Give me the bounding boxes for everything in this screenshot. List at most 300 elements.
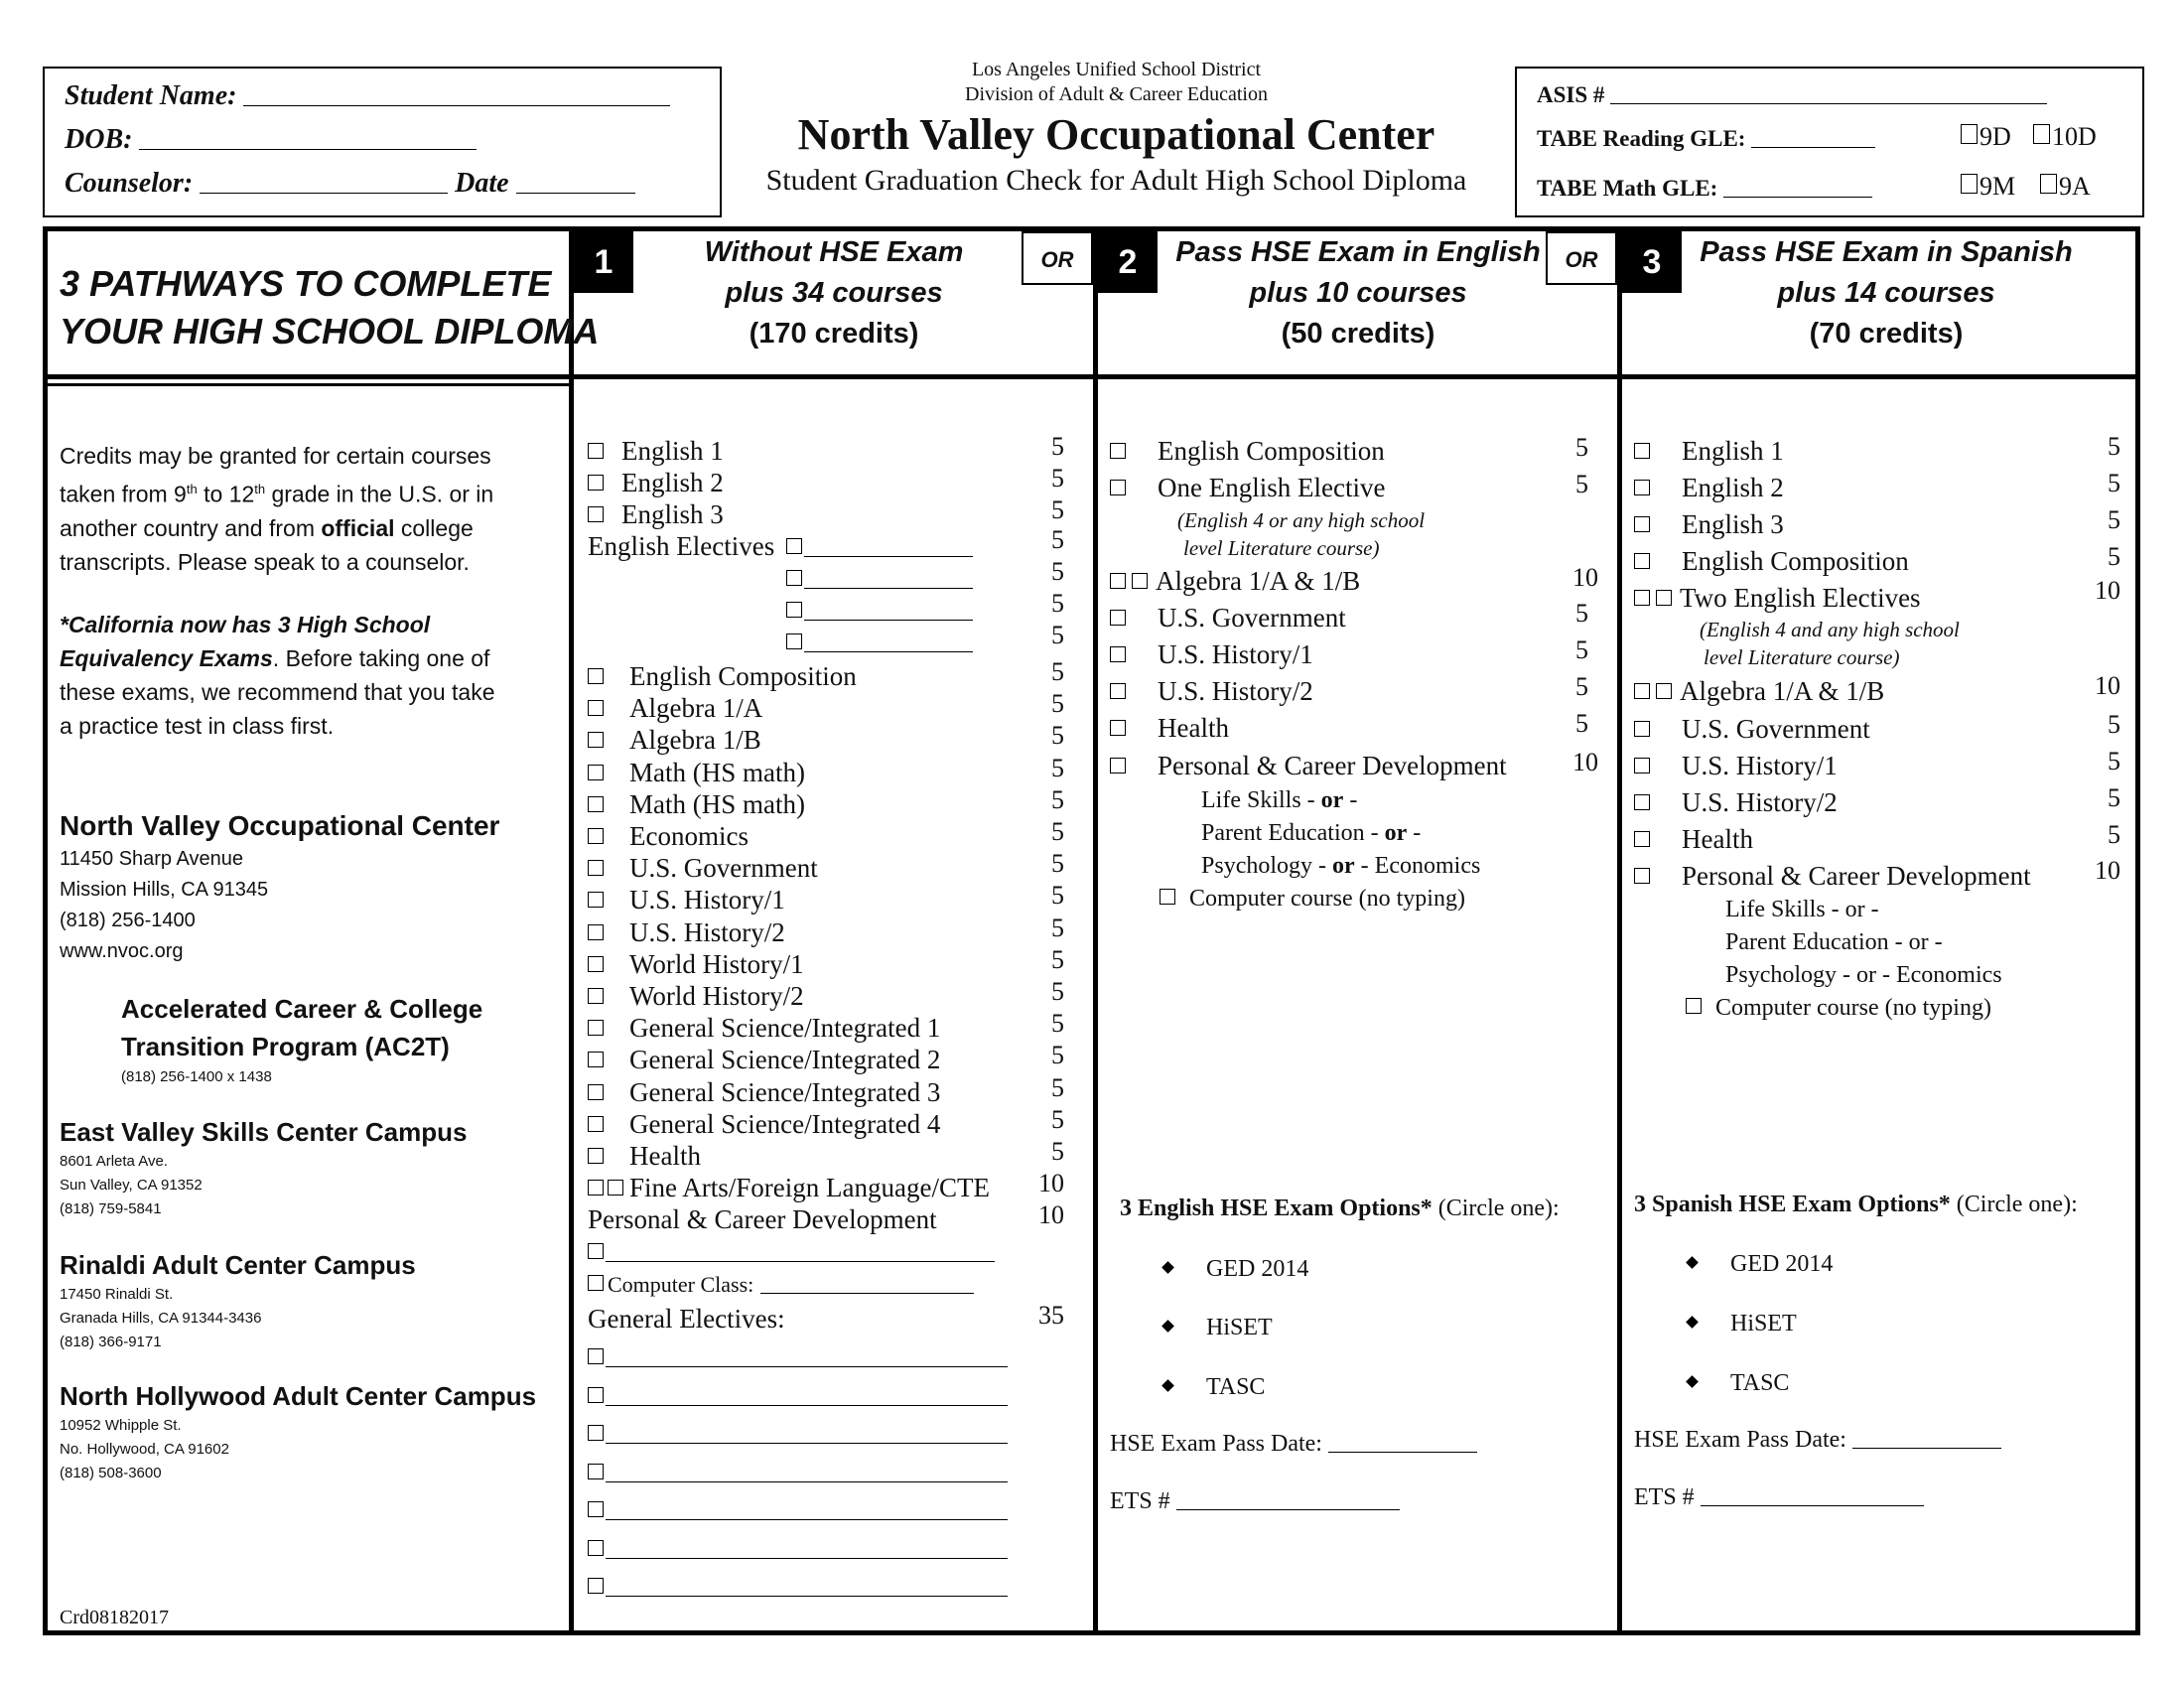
pathway-1-header [635, 232, 1032, 354]
diamond-bullet-icon [1161, 1320, 1174, 1333]
elective-note [1700, 616, 1960, 671]
checkbox-icon[interactable] [2040, 174, 2057, 194]
checkbox-icon[interactable] [588, 1243, 604, 1259]
form-header [718, 58, 1515, 199]
counselor-line [65, 168, 635, 200]
general-elective-entry [588, 1340, 1008, 1372]
pathway-2-header [1150, 232, 1567, 354]
course-credits: 5 [1051, 944, 1064, 974]
course-credits: 10 [1572, 563, 1598, 592]
date-label: Date [455, 168, 509, 199]
pcd-entry [588, 1235, 995, 1267]
counselor-field[interactable] [200, 193, 448, 194]
checkbox-icon[interactable] [588, 892, 604, 908]
dob-line [65, 124, 477, 156]
counselor-label: Counselor: [65, 168, 194, 199]
general-elective-entry [588, 1379, 1008, 1411]
checkbox-icon[interactable] [588, 765, 604, 780]
hse-options-title [1120, 1192, 1560, 1225]
checkbox-icon[interactable] [588, 860, 604, 876]
pcd-option-line: Parent Education - or - [1201, 820, 1422, 846]
general-elective-field[interactable] [606, 1366, 1008, 1367]
elective-blank-field[interactable] [804, 651, 973, 652]
checkbox-icon[interactable] [588, 1464, 604, 1479]
checkbox-icon[interactable] [1656, 683, 1672, 699]
course-row [588, 724, 761, 756]
checkbox-icon[interactable] [1634, 758, 1650, 774]
checkbox-icon[interactable] [786, 538, 802, 554]
course-row [1634, 860, 2031, 892]
general-elective-field[interactable] [606, 1596, 1008, 1597]
course-label: Math (HS math) [629, 788, 805, 819]
course-credits: 5 [1051, 657, 1064, 686]
diamond-bullet-icon [1686, 1375, 1699, 1388]
course-row [588, 467, 724, 498]
east-valley-address1: 8601 Arleta Ave. [60, 1153, 168, 1170]
course-credits: 5 [1051, 977, 1064, 1006]
nvoc-address1: 11450 Sharp Avenue [60, 848, 243, 870]
course-label: U.S. Government [1682, 714, 1870, 744]
course-row [588, 1044, 940, 1075]
checkbox-icon[interactable] [588, 1084, 604, 1100]
course-row [588, 788, 805, 820]
ets-label: ETS # [1110, 1488, 1170, 1514]
hse-option-label: HiSET [1206, 1315, 1273, 1340]
checkbox-icon[interactable] [786, 602, 802, 618]
hse-options-heading: 3 Spanish HSE Exam Options* [1634, 1192, 1951, 1217]
general-elective-field[interactable] [606, 1443, 1008, 1444]
checkbox-icon[interactable] [588, 732, 604, 748]
general-elective-field[interactable] [606, 1405, 1008, 1406]
checkbox-icon[interactable] [588, 668, 604, 684]
elective-blank-field[interactable] [804, 620, 973, 621]
elective-entry [786, 626, 973, 657]
course-label: Economics [629, 821, 749, 851]
student-name-field[interactable] [243, 105, 670, 106]
pathway-3-line2: plus 14 courses [1777, 277, 1995, 309]
course-row [588, 884, 785, 915]
electives-label: English Electives [588, 531, 775, 561]
checkbox-icon[interactable] [588, 1425, 604, 1441]
header-row-divider [43, 374, 2140, 379]
elective-blank-field[interactable] [804, 588, 973, 589]
course-credits [1024, 1200, 1064, 1230]
course-label: General Science/Integrated 1 [629, 1013, 941, 1044]
course-row [588, 757, 805, 788]
pcd-option-line: Parent Education - or - [1725, 929, 1943, 955]
elective-entry [786, 562, 973, 594]
course-credits: 5 [2108, 505, 2120, 534]
credits-info-line2 [60, 473, 566, 511]
course-label: Personal & Career Development [588, 1204, 937, 1234]
general-elective-field[interactable] [606, 1519, 1008, 1520]
credits-info-line4: transcripts. Please speak to a counselor. [60, 548, 470, 575]
course-row [588, 435, 724, 467]
course-credits: 5 [1051, 1072, 1064, 1102]
center-title: North Valley Occupational Center [797, 110, 1435, 159]
course-row [1634, 435, 1784, 467]
credits-info-line3 [60, 511, 566, 545]
checkbox-icon[interactable] [588, 1052, 604, 1067]
checkbox-icon[interactable] [588, 988, 604, 1004]
checkbox-icon[interactable] [588, 506, 604, 522]
course-credits: 5 [1575, 470, 1588, 498]
rinaldi-address2: Granada Hills, CA 91344-3436 [60, 1310, 262, 1327]
checkbox-icon[interactable] [588, 828, 604, 844]
course-label: U.S. History/2 [629, 916, 785, 947]
nvoc-website[interactable]: www.nvoc.org [60, 940, 184, 962]
hse-pass-date-field[interactable] [1852, 1448, 2001, 1449]
course-row [588, 1140, 701, 1172]
course-credits: 5 [2108, 783, 2120, 812]
elective-entry [786, 594, 973, 626]
course-credits: 5 [1051, 849, 1064, 879]
or-text: or [1384, 820, 1408, 846]
hse-option-hiset[interactable] [1688, 1307, 1797, 1340]
diamond-bullet-icon [1686, 1316, 1699, 1329]
course-label: Algebra 1/A & 1/B [1156, 566, 1361, 596]
date-field[interactable] [516, 193, 635, 194]
elective-note-line1: (English 4 or any high school [1177, 508, 1426, 532]
checkbox-icon[interactable] [1634, 516, 1650, 532]
hse-pass-date-label: HSE Exam Pass Date: [1634, 1427, 1846, 1453]
checkbox-icon[interactable] [588, 1501, 604, 1517]
course-label: English 2 [621, 468, 724, 497]
math-9a-option[interactable] [2040, 172, 2091, 202]
credits-info-text: taken from 9 [60, 481, 187, 507]
pathway-2-line3: (50 credits) [1281, 318, 1435, 350]
pathway-2-line2: plus 10 courses [1249, 277, 1467, 309]
checkbox-icon[interactable] [588, 1148, 604, 1164]
course-label: General Science/Integrated 2 [629, 1045, 941, 1075]
course-label: U.S. History/1 [1682, 751, 1838, 780]
course-row [588, 820, 749, 852]
checkbox-icon[interactable] [608, 1180, 623, 1196]
course-row [1634, 675, 1884, 707]
checkbox-icon[interactable] [1961, 174, 1978, 194]
checkbox-icon[interactable] [1110, 720, 1126, 736]
course-row [1634, 823, 1753, 855]
pathway-3-line1: Pass HSE Exam in Spanish [1700, 236, 2073, 268]
hse-option-ged[interactable] [1688, 1247, 1833, 1281]
checkbox-icon[interactable] [1686, 998, 1702, 1014]
north-hollywood-address2: No. Hollywood, CA 91602 [60, 1441, 229, 1458]
checkbox-icon[interactable] [1110, 758, 1126, 774]
course-label: Algebra 1/A [629, 693, 763, 724]
pcd-blank-field[interactable] [606, 1261, 995, 1262]
superscript: th [186, 482, 198, 496]
ac2t-phone: (818) 256-1400 x 1438 [121, 1068, 272, 1085]
course-credits: 10 [2095, 671, 2120, 700]
course-credits: 5 [2108, 542, 2120, 571]
course-row [1634, 508, 1784, 540]
pathway-3-header [1678, 232, 2095, 354]
course-credits: 5 [2108, 469, 2120, 497]
credits-info-text: another country and from [60, 514, 322, 541]
form-subtitle: Student Graduation Check for Adult High School Diploma [765, 164, 1467, 197]
course-credits: 5 [2108, 710, 2120, 739]
ac2t-name-line1: Accelerated Career & College [121, 994, 483, 1024]
or-label: OR [1546, 231, 1617, 285]
checkbox-icon[interactable] [588, 475, 604, 491]
course-credits: 5 [1575, 672, 1588, 701]
checkbox-icon[interactable] [1634, 590, 1650, 606]
computer-class-field[interactable] [760, 1293, 974, 1294]
pathways-title-line1: 3 PATHWAYS TO COMPLETE [60, 263, 552, 304]
course-credits-value: 10 [1038, 1169, 1064, 1197]
official-emphasis: official [321, 514, 395, 541]
general-elective-field[interactable] [606, 1558, 1008, 1559]
checkbox-icon[interactable] [1656, 590, 1672, 606]
elective-note-line2: level Literature course) [1183, 536, 1380, 560]
course-label: English 1 [621, 436, 724, 466]
column-divider [1093, 226, 1098, 1635]
hse-info-line2 [60, 641, 566, 675]
pathway-1-line3: (170 credits) [749, 318, 919, 350]
checkbox-icon[interactable] [2033, 124, 2050, 144]
asis-box [1515, 67, 2144, 217]
checkbox-icon[interactable] [588, 1020, 604, 1036]
course-row [588, 660, 857, 692]
credits-info-line1: Credits may be granted for certain courses [60, 443, 491, 469]
district-name: Los Angeles Unified School District [971, 59, 1262, 80]
hse-option-tasc[interactable] [1688, 1366, 1789, 1400]
course-label: English Composition [629, 661, 857, 691]
course-row [588, 948, 804, 980]
checkbox-icon[interactable] [1110, 683, 1126, 699]
pcd-option: Parent Education [1201, 820, 1365, 846]
course-row [588, 1076, 940, 1108]
checkbox-icon[interactable] [588, 1275, 604, 1291]
course-label: General Science/Integrated 3 [629, 1076, 941, 1107]
rinaldi-address1: 17450 Rinaldi St. [60, 1286, 174, 1303]
course-credits: 5 [1051, 464, 1064, 492]
course-label: English 1 [1682, 436, 1784, 466]
course-credits: 5 [1051, 589, 1064, 618]
north-hollywood-address1: 10952 Whipple St. [60, 1417, 182, 1434]
course-row [1110, 472, 1385, 503]
course-row [1110, 565, 1360, 597]
reading-9d-label: 9D [1979, 122, 2011, 151]
course-credits: 5 [1051, 1009, 1064, 1039]
east-valley-contact [60, 1114, 566, 1221]
checkbox-icon[interactable] [588, 1180, 604, 1196]
course-row [1110, 750, 1507, 781]
course-row [1110, 712, 1229, 744]
nvoc-name: North Valley Occupational Center [60, 810, 500, 841]
checkbox-icon[interactable] [1961, 124, 1978, 144]
course-credits: 5 [2108, 820, 2120, 849]
general-electives-label: General Electives: [588, 1304, 785, 1334]
course-credits: 5 [1575, 599, 1588, 628]
course-credits: 5 [1051, 913, 1064, 942]
course-label: Health [1682, 824, 1753, 854]
east-valley-name: East Valley Skills Center Campus [60, 1117, 468, 1147]
dob-field[interactable] [139, 149, 477, 150]
credits-info-text: to 12 [197, 481, 255, 507]
hse-info-line1: *California now has 3 High School [60, 612, 431, 637]
checkbox-icon[interactable] [1634, 443, 1650, 459]
credits-info-text: grade in the U.S. or in [265, 481, 494, 507]
checkbox-icon[interactable] [1634, 480, 1650, 495]
hse-option-tasc[interactable] [1163, 1370, 1265, 1404]
hse-info-line4: a practice test in class first. [60, 713, 335, 739]
checkbox-icon[interactable] [588, 924, 604, 940]
checkbox-icon[interactable] [786, 633, 802, 649]
course-label: Algebra 1/B [629, 725, 761, 756]
pathways-title [60, 260, 599, 355]
course-row [588, 980, 804, 1012]
pcd-option: Psychology [1201, 853, 1313, 879]
reading-10d-option[interactable] [2033, 122, 2097, 152]
course-label: U.S. History/1 [629, 885, 785, 915]
course-credits: 5 [1051, 1041, 1064, 1070]
checkbox-icon[interactable] [588, 443, 604, 459]
elective-blank-field[interactable] [804, 556, 973, 557]
checkbox-icon[interactable] [588, 1387, 604, 1403]
ets-field[interactable] [1176, 1509, 1400, 1510]
checkbox-icon[interactable] [1110, 646, 1126, 662]
rinaldi-contact [60, 1247, 566, 1354]
checkbox-icon[interactable] [588, 796, 604, 812]
course-label: World History/2 [629, 981, 804, 1011]
ets-field[interactable] [1701, 1505, 1924, 1506]
pathway-3-line3: (70 credits) [1809, 318, 1964, 350]
division-name: Division of Adult & Career Education [965, 83, 1268, 105]
course-label: One English Elective [1158, 473, 1386, 502]
math-9m-option[interactable] [1961, 172, 2015, 202]
course-credits: 5 [1575, 635, 1588, 664]
student-name-line [65, 80, 670, 112]
elective-note-line2: level Literature course) [1704, 645, 1900, 669]
course-label: English 3 [621, 499, 724, 529]
pathway-1-line2: plus 34 courses [725, 277, 943, 309]
hse-option-ged[interactable] [1163, 1252, 1308, 1286]
computer-class-row [588, 1267, 974, 1301]
checkbox-icon[interactable] [1110, 573, 1126, 589]
checkbox-icon[interactable] [1634, 721, 1650, 737]
checkbox-icon[interactable] [1160, 889, 1175, 905]
course-credits: 5 [1051, 721, 1064, 751]
checkbox-icon[interactable] [1634, 553, 1650, 569]
tabe-reading-line [1537, 126, 1875, 152]
course-label: Math (HS math) [629, 757, 805, 787]
course-credits: 5 [2108, 432, 2120, 461]
reading-9d-option[interactable] [1961, 122, 2011, 152]
elective-note [1177, 506, 1425, 562]
pathways-title-line2: YOUR HIGH SCHOOL DIPLOMA [60, 311, 600, 352]
checkbox-icon[interactable] [588, 700, 604, 716]
hse-pass-date-field[interactable] [1328, 1452, 1477, 1453]
credits-info [60, 439, 566, 579]
course-row [1634, 750, 1838, 781]
hse-option-label: GED 2014 [1206, 1256, 1309, 1282]
checkbox-icon[interactable] [1634, 831, 1650, 847]
checkbox-icon[interactable] [1634, 868, 1650, 884]
course-row [1634, 472, 1784, 503]
checkbox-icon[interactable] [1634, 794, 1650, 810]
checkbox-icon[interactable] [588, 1348, 604, 1364]
course-label: Computer course (no typing) [1715, 995, 1991, 1021]
course-label: Fine Arts/Foreign Language/CTE [629, 1173, 990, 1202]
general-elective-entry [588, 1417, 1008, 1449]
pcd-row [588, 1203, 937, 1235]
course-row [588, 852, 818, 884]
pathway-2-line1: Pass HSE Exam in English [1175, 236, 1541, 268]
general-elective-field[interactable] [606, 1481, 1008, 1482]
course-credits: 5 [1051, 753, 1064, 782]
checkbox-icon[interactable] [588, 1578, 604, 1594]
hse-pass-date-line [1110, 1427, 1477, 1461]
hse-options-instruction: (Circle one): [1432, 1196, 1560, 1221]
tabe-reading-label: TABE Reading GLE: [1537, 126, 1746, 151]
tabe-math-line [1537, 176, 1872, 202]
hse-info-emphasis: Equivalency Exams [60, 645, 273, 671]
pcd-option: Economics [1374, 853, 1481, 879]
dob-label: DOB: [65, 124, 133, 155]
course-label: English Composition [1682, 546, 1909, 576]
asis-line [1537, 82, 2047, 108]
course-label: Computer course (no typing) [1189, 886, 1465, 912]
checkbox-icon[interactable] [1634, 683, 1650, 699]
hse-options-instruction: (Circle one): [1950, 1192, 2078, 1217]
course-credits [1024, 1301, 1064, 1331]
tabe-math-field[interactable] [1723, 197, 1872, 198]
rinaldi-name: Rinaldi Adult Center Campus [60, 1250, 416, 1280]
course-label: Algebra 1/A & 1/B [1680, 676, 1885, 706]
course-row [1110, 435, 1385, 467]
course-credits: 5 [1051, 525, 1064, 554]
diamond-bullet-icon [1161, 1379, 1174, 1392]
checkbox-icon[interactable] [1110, 443, 1126, 459]
pcd-option-line: Life Skills - or - [1725, 897, 1879, 922]
hse-option-label: HiSET [1730, 1311, 1797, 1336]
checkbox-icon[interactable] [588, 1116, 604, 1132]
course-row [1110, 638, 1313, 670]
pcd-option: Life Skills [1201, 787, 1301, 813]
course-row [1110, 675, 1313, 707]
checkbox-icon[interactable] [588, 956, 604, 972]
ets-line [1110, 1484, 1400, 1518]
hse-option-hiset[interactable] [1163, 1311, 1273, 1344]
course-credits: 5 [1051, 1104, 1064, 1134]
course-credits: 5 [1051, 1137, 1064, 1166]
computer-course-row [1160, 882, 1465, 915]
checkbox-icon[interactable] [786, 570, 802, 586]
checkbox-icon[interactable] [1110, 610, 1126, 626]
checkbox-icon[interactable] [1132, 573, 1148, 589]
course-credits: 5 [1051, 495, 1064, 524]
or-text: or [1320, 787, 1344, 813]
checkbox-icon[interactable] [1110, 480, 1126, 495]
tabe-reading-field[interactable] [1751, 147, 1875, 148]
left-header-underline [43, 383, 570, 386]
course-credits: 5 [1051, 557, 1064, 586]
course-row [1110, 602, 1346, 633]
course-credits: 10 [2095, 856, 2120, 885]
course-credits: 10 [2095, 576, 2120, 605]
hse-option-label: GED 2014 [1730, 1251, 1834, 1277]
or-text: or [1332, 853, 1355, 879]
math-9a-label: 9A [2059, 172, 2091, 201]
pathway-2-number: 2 [1098, 231, 1158, 293]
course-row [588, 692, 762, 724]
student-name-label: Student Name: [65, 80, 237, 111]
asis-field[interactable] [1610, 103, 2047, 104]
north-hollywood-phone: (818) 508-3600 [60, 1465, 162, 1481]
computer-course-row [1686, 991, 1991, 1025]
checkbox-icon[interactable] [588, 1540, 604, 1556]
